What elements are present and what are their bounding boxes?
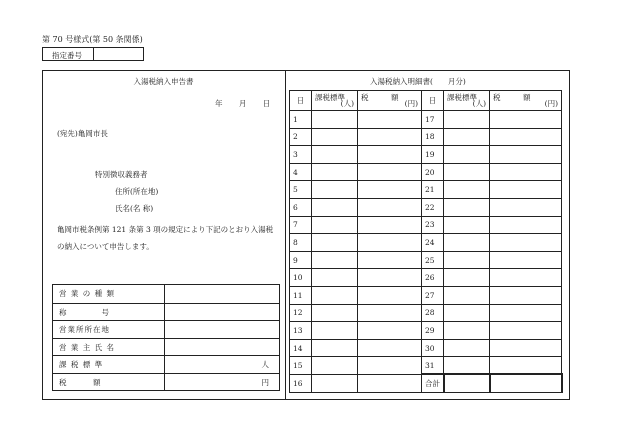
day-cell: 21 — [422, 181, 444, 199]
address-label: 住所(所在地) — [115, 187, 159, 196]
tax-base-cell — [312, 339, 358, 357]
info-label: 営 業 主 氏 名 — [59, 342, 116, 352]
tax-amount-cell — [490, 339, 562, 357]
tax-amount-cell — [358, 374, 422, 392]
day-cell: 12 — [290, 304, 312, 322]
detail-grid — [289, 90, 561, 390]
day-cell: 14 — [290, 339, 312, 357]
tax-base-header — [444, 91, 490, 111]
tax-amount-cell — [490, 181, 562, 199]
tax-amount-cell — [490, 216, 562, 234]
tax-amount-cell — [490, 251, 562, 269]
tax-base-cell — [444, 163, 490, 181]
info-row — [53, 338, 279, 357]
tax-amount-header — [358, 91, 422, 111]
tax-base-cell — [444, 286, 490, 304]
day-cell: 6 — [290, 198, 312, 216]
tax-amount-header-label: 税 額 — [493, 93, 531, 102]
tax-amount-cell — [358, 198, 422, 216]
day-header: 日 — [290, 91, 312, 111]
tax-base-cell — [444, 128, 490, 146]
table-row — [290, 163, 562, 181]
tax-amount-header-unit: (円) — [544, 99, 558, 108]
tax-base-cell — [312, 357, 358, 375]
declaration-text: 亀岡市税条例第 121 条第 3 項の規定により下記のとおり入湯税の納入について申告します。 — [57, 225, 274, 251]
table-row — [290, 374, 562, 392]
tax-amount-cell — [358, 163, 422, 181]
tax-base-cell — [312, 146, 358, 164]
day-cell: 17 — [422, 111, 444, 129]
table-row — [290, 198, 562, 216]
tax-base-header-unit: (人) — [472, 99, 486, 108]
table-row — [290, 286, 562, 304]
info-row — [53, 355, 279, 374]
day-cell: 15 — [290, 357, 312, 375]
detail-title: 入湯税納入明細書( 月分) — [370, 77, 466, 86]
info-row — [53, 303, 279, 322]
form-number-label: 第 70 号様式(第 50 条関係) — [42, 35, 143, 44]
tax-base-cell — [444, 111, 490, 129]
tax-amount-header — [490, 91, 562, 111]
tax-amount-cell — [490, 234, 562, 252]
info-label: 課 税 標 準 — [59, 360, 104, 369]
day-cell: 19 — [422, 146, 444, 164]
tax-base-cell — [444, 304, 490, 322]
tax-base-cell — [444, 251, 490, 269]
day-cell: 25 — [422, 251, 444, 269]
date-line: 年 月 日 — [215, 99, 271, 108]
addressee: (宛先)亀岡市長 — [57, 129, 108, 138]
tax-amount-cell — [490, 198, 562, 216]
tax-amount-cell — [358, 251, 422, 269]
day-cell: 24 — [422, 234, 444, 252]
tax-base-cell — [312, 269, 358, 287]
tax-base-cell — [312, 374, 358, 392]
day-cell: 10 — [290, 269, 312, 287]
tax-base-cell — [444, 357, 490, 375]
day-cell: 27 — [422, 286, 444, 304]
tax-amount-cell — [358, 181, 422, 199]
info-unit: 円 — [261, 377, 269, 387]
business-info-table — [52, 284, 280, 391]
name-label: 氏名(名 称) — [115, 204, 154, 213]
tax-amount-cell — [490, 146, 562, 164]
detail-header-row — [290, 91, 562, 111]
tax-base-cell — [312, 216, 358, 234]
tax-base-cell — [312, 251, 358, 269]
info-label: 称 号 — [59, 307, 110, 317]
center-divider — [285, 70, 286, 400]
tax-base-cell — [444, 234, 490, 252]
tax-base-cell — [312, 181, 358, 199]
tax-base-cell — [444, 216, 490, 234]
tax-amount-cell — [358, 146, 422, 164]
tax-amount-cell — [358, 216, 422, 234]
table-row — [290, 322, 562, 340]
day-cell: 18 — [422, 128, 444, 146]
tax-base-cell — [312, 322, 358, 340]
info-label: 営業所所在地 — [59, 325, 110, 334]
table-row — [290, 357, 562, 375]
tax-amount-cell — [490, 286, 562, 304]
tax-amount-cell — [358, 322, 422, 340]
tax-amount-cell — [490, 269, 562, 287]
info-row — [53, 373, 279, 392]
info-label: 税 額 — [59, 377, 102, 387]
designation-divider — [93, 48, 94, 60]
tax-base-cell — [312, 111, 358, 129]
tax-amount-cell — [358, 111, 422, 129]
tax-amount-cell — [490, 322, 562, 340]
table-row — [290, 128, 562, 146]
total-tax-amount-cell — [490, 374, 562, 392]
table-row — [290, 304, 562, 322]
day-cell: 2 — [290, 128, 312, 146]
day-cell: 3 — [290, 146, 312, 164]
day-header: 日 — [422, 91, 444, 111]
tax-base-cell — [444, 181, 490, 199]
tax-base-header-label: 課税標準 — [315, 93, 345, 102]
day-cell: 30 — [422, 339, 444, 357]
tax-base-cell — [444, 339, 490, 357]
day-cell: 16 — [290, 374, 312, 392]
day-cell: 8 — [290, 234, 312, 252]
day-cell: 1 — [290, 111, 312, 129]
day-cell: 20 — [422, 163, 444, 181]
tax-base-cell — [312, 304, 358, 322]
table-row — [290, 234, 562, 252]
tax-amount-cell — [490, 128, 562, 146]
table-row — [290, 216, 562, 234]
tax-base-cell — [444, 269, 490, 287]
day-cell: 26 — [422, 269, 444, 287]
tax-amount-cell — [490, 304, 562, 322]
declaration-title: 入湯税納入申告書 — [133, 77, 194, 86]
tax-amount-cell — [358, 304, 422, 322]
table-row — [290, 269, 562, 287]
total-label-cell: 合計 — [422, 374, 444, 392]
tax-amount-cell — [490, 357, 562, 375]
tax-base-header — [312, 91, 358, 111]
day-cell: 5 — [290, 181, 312, 199]
table-row — [290, 111, 562, 129]
info-row — [53, 320, 279, 339]
tax-base-cell — [312, 234, 358, 252]
designation-number-label: 指定番号 — [52, 51, 82, 60]
tax-base-cell — [444, 322, 490, 340]
day-cell: 11 — [290, 286, 312, 304]
day-cell: 23 — [422, 216, 444, 234]
info-label: 営 業 の 種 類 — [59, 289, 116, 298]
info-unit: 人 — [261, 360, 269, 369]
tax-amount-cell — [358, 339, 422, 357]
table-row — [290, 251, 562, 269]
tax-amount-cell — [358, 128, 422, 146]
taxpayer-type-label: 特別徴収義務者 — [95, 170, 148, 179]
table-row — [290, 339, 562, 357]
designation-number-box — [42, 47, 144, 61]
tax-base-cell — [312, 128, 358, 146]
day-cell: 4 — [290, 163, 312, 181]
detail-table — [289, 90, 562, 393]
tax-amount-cell — [358, 357, 422, 375]
tax-amount-cell — [358, 286, 422, 304]
day-cell: 7 — [290, 216, 312, 234]
tax-base-cell — [312, 163, 358, 181]
tax-amount-cell — [358, 234, 422, 252]
tax-amount-header-unit: (円) — [404, 99, 418, 108]
tax-amount-cell — [490, 111, 562, 129]
info-row — [53, 285, 279, 303]
day-cell: 9 — [290, 251, 312, 269]
tax-amount-cell — [490, 163, 562, 181]
tax-base-cell — [312, 286, 358, 304]
table-row — [290, 146, 562, 164]
day-cell: 28 — [422, 304, 444, 322]
day-cell: 29 — [422, 322, 444, 340]
tax-amount-cell — [358, 269, 422, 287]
total-tax-base-cell — [444, 374, 490, 392]
tax-amount-header-label: 税 額 — [361, 93, 399, 102]
day-cell: 22 — [422, 198, 444, 216]
table-row — [290, 181, 562, 199]
day-cell: 31 — [422, 357, 444, 375]
tax-base-cell — [312, 198, 358, 216]
day-cell: 13 — [290, 322, 312, 340]
tax-base-header-label: 課税標準 — [447, 93, 477, 102]
tax-base-cell — [444, 198, 490, 216]
tax-base-header-unit: (人) — [340, 99, 354, 108]
tax-base-cell — [444, 146, 490, 164]
